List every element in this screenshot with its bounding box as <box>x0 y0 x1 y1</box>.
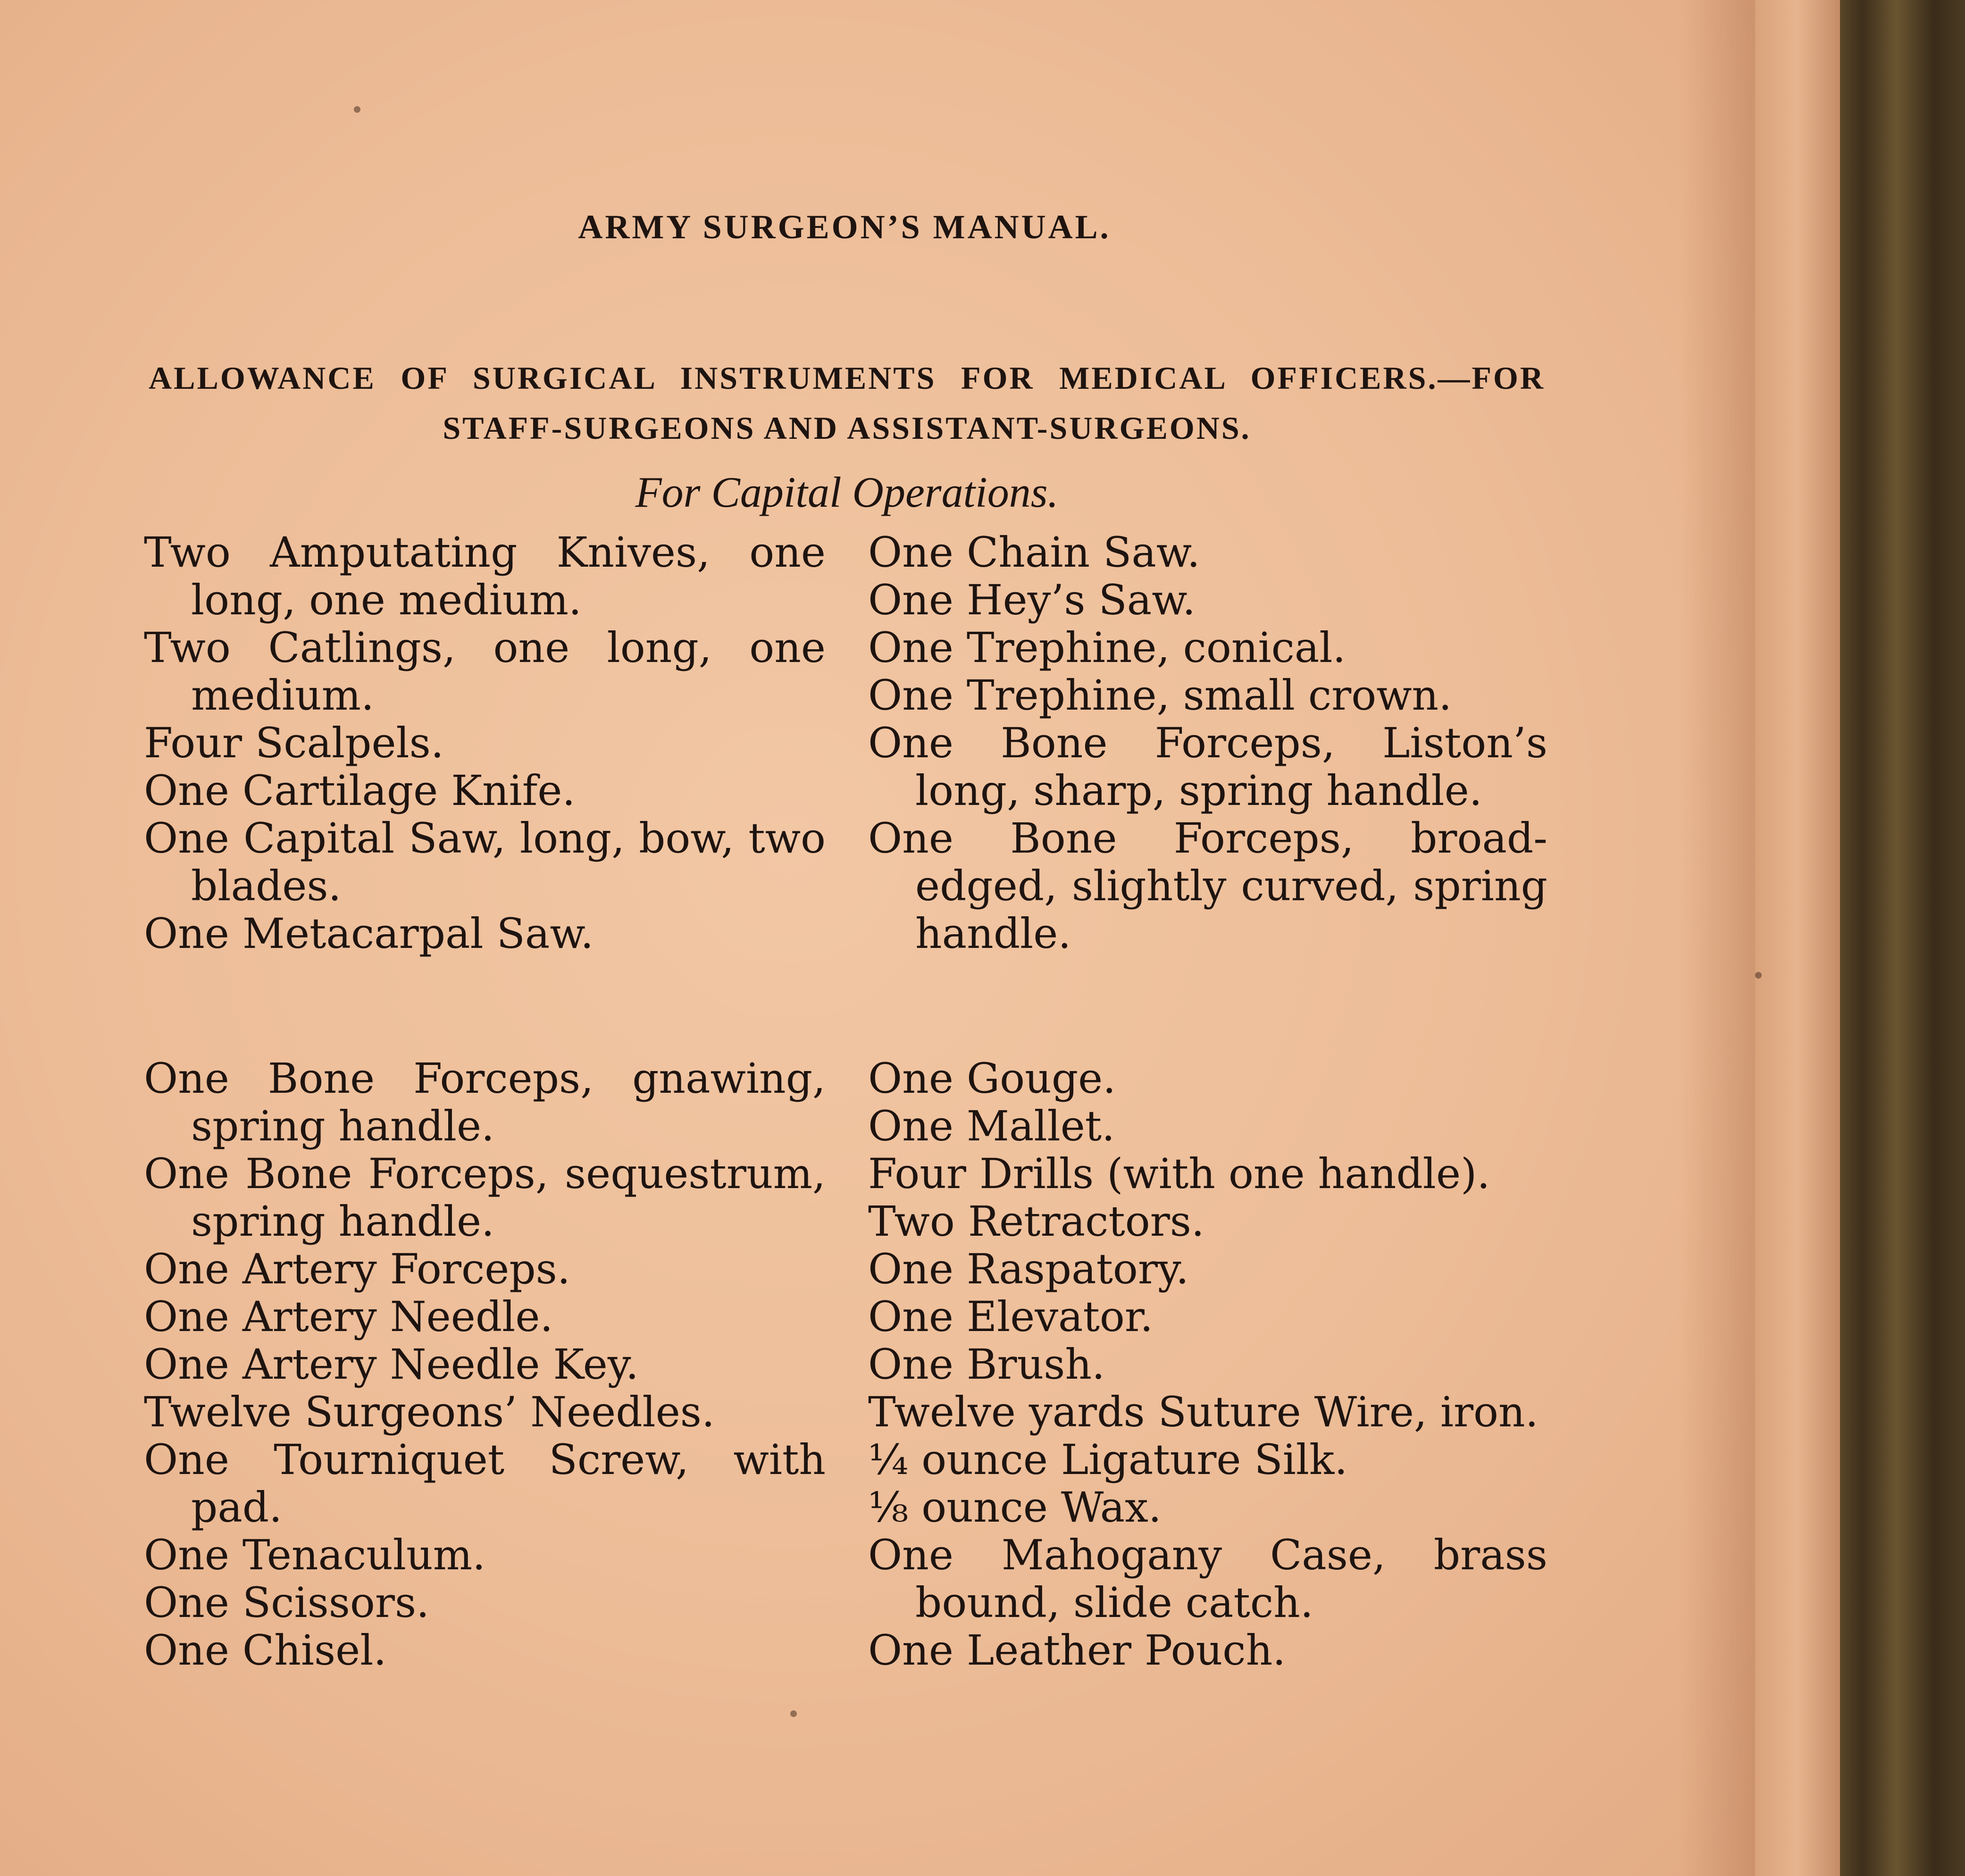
list-item: Two Amputating Knives, one long, one medium. <box>144 528 826 624</box>
list-item: Four Drills (with one handle). <box>868 1149 1490 1198</box>
list-item: Two Catlings, one long, one medium. <box>144 623 826 720</box>
list-item: One Chisel. <box>144 1626 387 1675</box>
list-item: One Brush. <box>868 1340 1105 1389</box>
list-item: One Chain Saw. <box>868 528 1200 577</box>
list-item: One Tenaculum. <box>144 1531 486 1579</box>
subheading: For Capital Operations. <box>635 468 1059 516</box>
instrument-list-block1-right <box>868 528 1547 957</box>
list-item: One Hey’s Saw. <box>868 576 1196 624</box>
paper-speck <box>354 106 360 113</box>
instrument-list-block2-right <box>868 1055 1547 1674</box>
list-item: One Bone Forceps, broad-edged, slightly curved, spring handle. <box>868 814 1547 958</box>
list-item: One Cartilage Knife. <box>144 766 576 815</box>
list-item: Four Scalpels. <box>144 719 444 767</box>
list-item: One Mallet. <box>868 1102 1115 1150</box>
list-item: One Mahogany Case, brass bound, slide catch. <box>868 1531 1547 1627</box>
list-item: Two Retractors. <box>868 1197 1204 1246</box>
paper-speck <box>790 1710 797 1717</box>
list-item: One Metacarpal Saw. <box>144 909 594 958</box>
list-item: One Trephine, small crown. <box>868 671 1452 720</box>
list-item: One Capital Saw, long, bow, two blades. <box>144 814 826 910</box>
list-item: One Elevator. <box>868 1292 1154 1341</box>
list-item: One Bone Forceps, gnawing, spring handle. <box>144 1054 826 1150</box>
page-gutter-shadow <box>1680 0 1755 1876</box>
page-edge <box>1755 0 1840 1876</box>
list-item: ¼ ounce Ligature Silk. <box>868 1435 1348 1484</box>
list-item: One Gouge. <box>868 1054 1116 1103</box>
book-spine <box>1840 0 1965 1876</box>
list-item: One Raspatory. <box>868 1245 1189 1293</box>
instrument-list-block1-left <box>144 528 826 957</box>
list-item: Twelve yards Suture Wire, iron. <box>868 1388 1539 1436</box>
list-item: ⅛ ounce Wax. <box>868 1483 1162 1532</box>
list-item: One Artery Forceps. <box>144 1245 570 1293</box>
section-heading-line-1: ALLOWANCE OF SURGICAL INSTRUMENTS FOR MEDICAL OFFICERS.—FOR <box>149 360 1545 396</box>
list-item: One Artery Needle Key. <box>144 1340 639 1389</box>
list-item: One Scissors. <box>144 1578 430 1627</box>
list-item: One Artery Needle. <box>144 1292 553 1341</box>
section-heading-line-2: STAFF-SURGEONS AND ASSISTANT-SURGEONS. <box>443 410 1251 446</box>
list-item: One Leather Pouch. <box>868 1626 1286 1675</box>
list-item: One Bone Forceps, sequestrum, spring handle. <box>144 1149 826 1246</box>
list-item: One Bone Forceps, Liston’s long, sharp, spring handle. <box>868 719 1547 815</box>
list-item: Twelve Surgeons’ Needles. <box>144 1388 715 1436</box>
instrument-list-block2-left <box>144 1055 826 1674</box>
list-item: One Tourniquet Screw, with pad. <box>144 1435 826 1532</box>
list-item: One Trephine, conical. <box>868 623 1346 672</box>
paper-speck <box>1755 972 1762 979</box>
running-head: ARMY SURGEON’S MANUAL. <box>578 208 1111 246</box>
